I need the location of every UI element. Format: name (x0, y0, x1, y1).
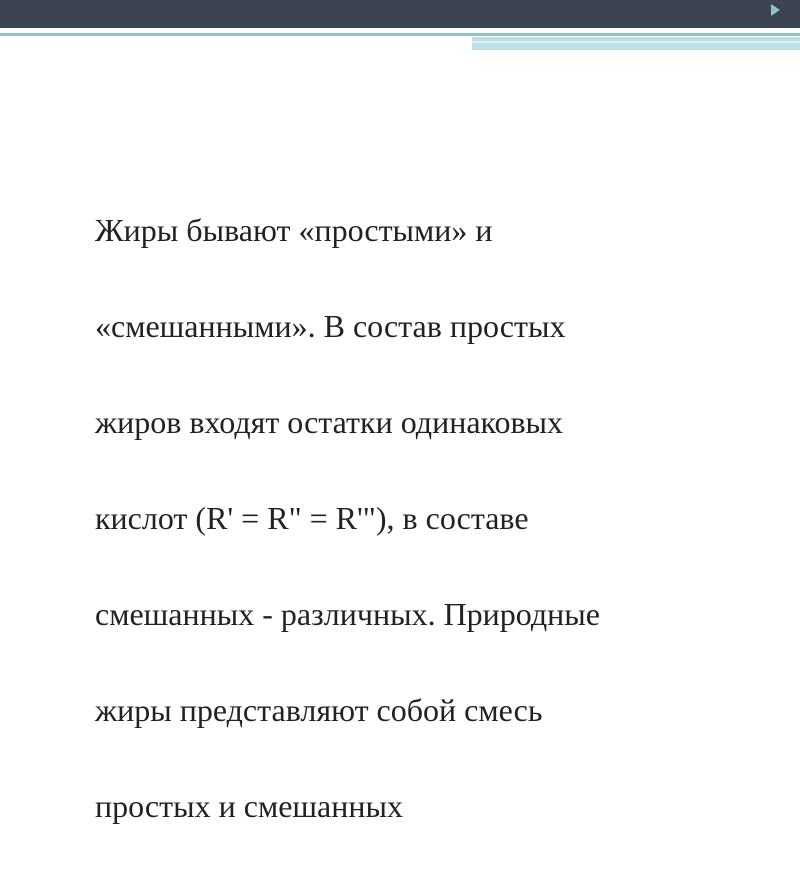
text-line: «смешанными». В состав простых (95, 308, 566, 344)
accent-strip-highlight (472, 41, 800, 43)
slide-body-text (95, 158, 755, 878)
triangle-right-icon (771, 4, 780, 16)
text-line: кислот (R' = R" = R'"), в составе (95, 500, 529, 536)
text-line: жиров входят остатки одинаковых (95, 404, 564, 440)
text-line: смешанных - различных. Природные (95, 596, 600, 632)
accent-line (0, 33, 800, 36)
text-line: Жиры бывают «простыми» и (95, 212, 493, 248)
header-bar (0, 0, 800, 28)
text-line: жиры представляют собой смесь (95, 692, 543, 728)
accent-strip (472, 37, 800, 50)
text-line: простых и смешанных (95, 788, 403, 824)
